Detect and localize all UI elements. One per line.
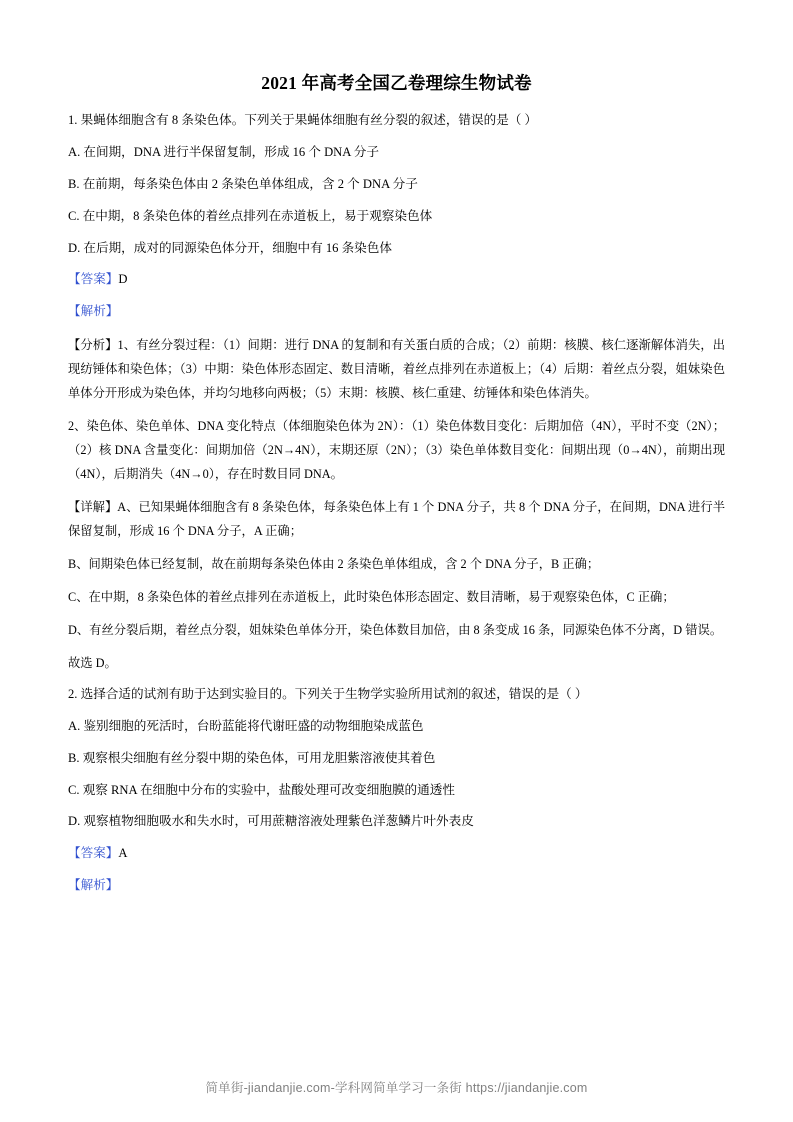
question-1-answer [68, 270, 725, 289]
question-2-option-a: A. 鉴别细胞的死活时，台盼蓝能将代谢旺盛的动物细胞染成蓝色 [68, 718, 424, 733]
page-title: 2021 年高考全国乙卷理综生物试卷 [261, 73, 532, 93]
question-1-detail-d: D、有丝分裂后期，着丝点分裂，姐妹染色单体分开，染色体数目加倍，由 8 条变成 16 条，同源染色体不分离，D 错误。 [68, 622, 723, 637]
question-1-option-c: C. 在中期，8 条染色体的着丝点排列在赤道板上，易于观察染色体 [68, 208, 433, 223]
question-2-stem: 2. 选择合适的试剂有助于达到实验目的。下列关于生物学实验所用试剂的叙述，错误的是（ ） [68, 686, 588, 701]
question-2-option-b: B. 观察根尖细胞有丝分裂中期的染色体，可用龙胆紫溶液使其着色 [68, 750, 436, 765]
question-2-analysis-head: 【解析】 [68, 878, 119, 893]
question-1-option-a: A. 在间期，DNA 进行半保留复制，形成 16 个 DNA 分子 [68, 144, 379, 159]
answer-label: 【答案】 [68, 272, 119, 287]
question-2-answer [68, 844, 725, 863]
question-1-stem: 1. 果蝇体细胞含有 8 条染色体。下列关于果蝇体细胞有丝分裂的叙述，错误的是（ ） [68, 113, 538, 127]
question-1-option-d: D. 在后期，成对的同源染色体分开，细胞中有 16 条染色体 [68, 240, 392, 255]
question-1-analysis-1: 【分析】1、有丝分裂过程：（1）间期：进行 DNA 的复制和有关蛋白质的合成；（2）前期：核膜、核仁逐渐解体消失，出现纺锤体和染色体；（3）中期：染色体形态固定、数目清晰，着丝点排列在赤道板上；（4）后期：着丝点分裂，姐妹染色单体分开形成为染色体，并均匀地移向两极；（5）末期：核膜、核仁重建、纺锤体和染色体消失。 [68, 338, 725, 401]
question-1-conclusion: 故选 D。 [68, 655, 117, 670]
question-1-analysis-2: 2、染色体、染色单体、DNA 变化特点（体细胞染色体为 2N）：（1）染色体数目变化：后期加倍（4N），平时不变（2N）；（2）核 DNA 含量变化：间期加倍（2N→4N），末期还原（2N）；（3）染色单体数目变化：间期出现（0→4N），前期出现（4N），后期消失（4N→0），存在时数目同 DNA。 [68, 419, 725, 482]
page-footer: 简单街-jiandanjie.com-学科网简单学习一条街 https://jiandanjie.com [205, 1081, 588, 1095]
question-2-option-c: C. 观察 RNA 在细胞中分布的实验中，盐酸处理可改变细胞膜的通透性 [68, 782, 455, 797]
question-2-option-d: D. 观察植物细胞吸水和失水时，可用蔗糖溶液处理紫色洋葱鳞片叶外表皮 [68, 814, 474, 829]
answer-value: A [118, 846, 128, 861]
question-1-detail-c: C、在中期，8 条染色体的着丝点排列在赤道板上，此时染色体形态固定、数目清晰，易于观察染色体，C 正确； [68, 589, 675, 604]
answer-value: D [118, 272, 128, 287]
answer-label: 【答案】 [68, 846, 119, 861]
question-1-detail-b: B、间期染色体已经复制，故在前期每条染色体由 2 条染色单体组成，含 2 个 DNA 分子，B 正确； [68, 556, 600, 571]
question-1-option-b: B. 在前期，每条染色体由 2 条染色单体组成，含 2 个 DNA 分子 [68, 176, 418, 191]
question-1-detail-a: 【详解】A、已知果蝇体细胞含有 8 条染色体，每条染色体上有 1 个 DNA 分子，共 8 个 DNA 分子，在间期，DNA 进行半保留复制，形成 16 个 DNA 分子，A 正确； [68, 500, 725, 539]
question-1-analysis-head: 【解析】 [68, 304, 119, 319]
